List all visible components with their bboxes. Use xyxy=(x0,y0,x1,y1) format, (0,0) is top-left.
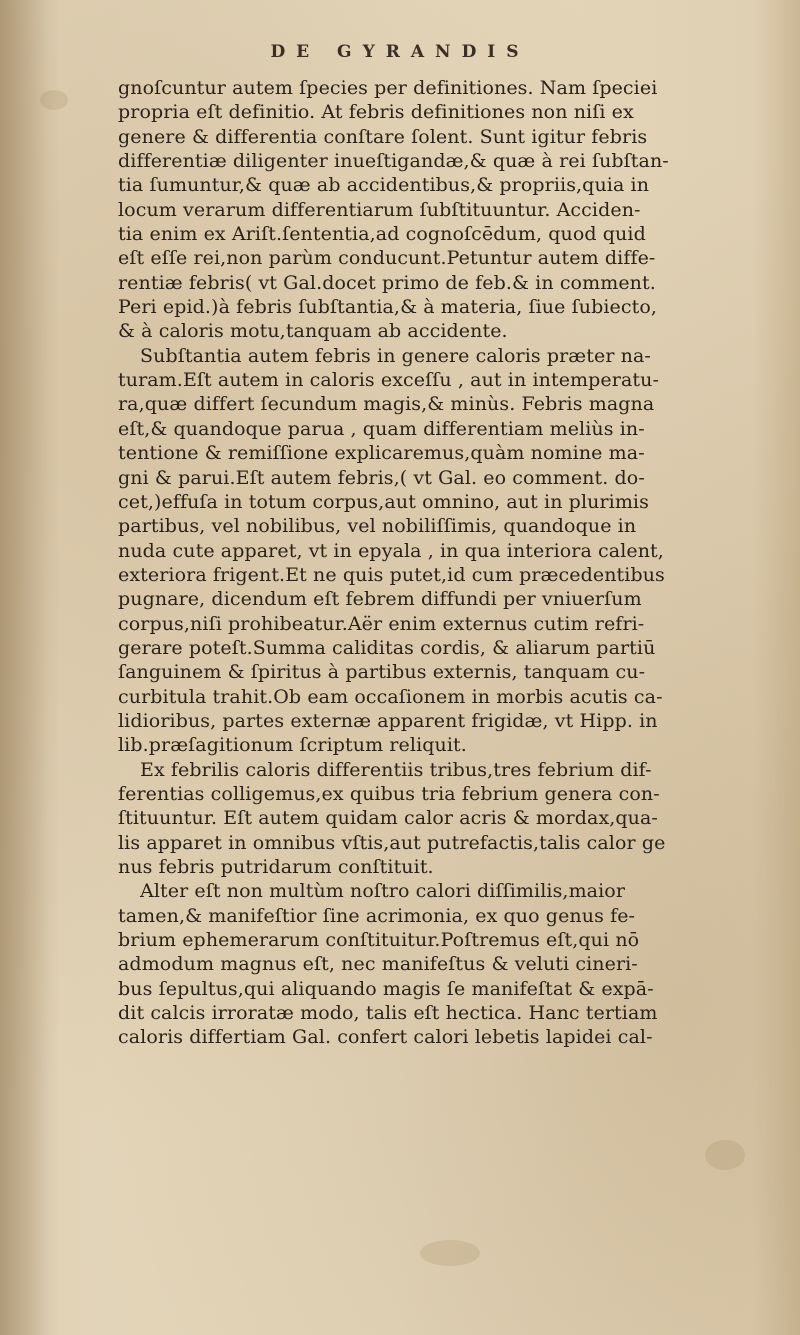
text-line: ra,quæ differt ſecundum magis,& minùs. Febris magna xyxy=(118,393,655,416)
text-line: brium ephemerarum conſtituitur.Poſtremus eſt,qui nō xyxy=(118,929,640,952)
body-text xyxy=(118,76,766,1050)
foxing-stain xyxy=(705,1140,745,1170)
text-line: lidioribus, partes externæ apparent frigidæ, vt Hipp. in xyxy=(118,709,658,732)
text-line: eſt eſſe rei,non parùm conducunt.Petuntur autem diffe- xyxy=(118,247,656,270)
text-line: & à caloris motu,tanquam ab accidente. xyxy=(118,320,508,343)
foxing-stain xyxy=(40,90,68,110)
text-line: rentiæ febris( vt Gal.docet primo de feb.& in comment. xyxy=(118,271,656,294)
text-line: differentiæ diligenter inueſtigandæ,& quæ à rei ſubſtan- xyxy=(118,150,669,173)
text-line: bus ſepultus,qui aliquando magis ſe manifeſtat & expā- xyxy=(118,977,654,1000)
text-line: propria eſt definitio. At febris definitiones non niſi ex xyxy=(118,101,634,124)
text-line: ſtituuntur. Eſt autem quidam calor acris & mordax,qua- xyxy=(118,807,658,830)
text-line: tia enim ex Ariſt.ſententia,ad cognoſcēdum, quod quid xyxy=(118,223,646,246)
text-line: cet,)effuſa in totum corpus,aut omnino, aut in plurimis xyxy=(118,490,649,513)
text-line: nuda cute apparet, vt in epyala , in qua interiora calent, xyxy=(118,539,664,562)
text-line: locum verarum differentiarum ſubſtituuntur. Acciden- xyxy=(118,198,641,221)
text-line: exteriora frigent.Et ne quis putet,id cum præcedentibus xyxy=(118,563,665,586)
text-line: gnoſcuntur autem ſpecies per definitiones. Nam ſpeciei xyxy=(118,77,658,99)
text-line: tentione & remiſſione explicaremus,quàm nomine ma- xyxy=(118,442,645,465)
text-line: eſt,& quandoque parua , quam differentiam meliùs in- xyxy=(118,417,645,440)
text-line: dit calcis irroratæ modo, talis eſt hectica. Hanc tertiam xyxy=(118,1002,658,1025)
text-line: pugnare, dicendum eſt febrem diffundi per vniuerſum xyxy=(118,588,642,611)
text-line: lis apparet in omnibus vſtis,aut putrefactis,talis calor ge xyxy=(118,831,666,854)
text-line: ſanguinem & ſpiritus à partibus externis, tanquam cu- xyxy=(118,661,646,684)
text-line: lib.præſagitionum ſcriptum reliquit. xyxy=(118,734,467,757)
text-line: genere & differentia conſtare ſolent. Sunt igitur febris xyxy=(118,125,648,148)
foxing-stain xyxy=(420,1240,480,1266)
text-line: gerare poteſt.Summa caliditas cordis, & aliarum partiū xyxy=(118,636,656,659)
text-line: partibus, vel nobilibus, vel nobiliſſimis, quandoque in xyxy=(118,515,637,538)
text-line: Ex febrilis caloris differentiis tribus,tres febrium dif- xyxy=(140,758,652,781)
text-line: turam.Eſt autem in caloris exceſſu , aut in intemperatu- xyxy=(118,369,659,392)
text-line: ferentias colligemus,ex quibus tria febrium genera con- xyxy=(118,782,660,805)
text-line: admodum magnus eſt, nec manifeſtus & veluti cineri- xyxy=(118,953,638,976)
text-line: Peri epid.)à febris ſubſtantia,& à materia, ſiue ſubiecto, xyxy=(118,296,658,319)
text-line: gni & parui.Eſt autem febris,( vt Gal. eo comment. do- xyxy=(118,466,645,489)
text-line: tamen,& manifeſtior ſine acrimonia, ex quo genus fe- xyxy=(118,904,636,927)
running-head: DE GYRANDIS xyxy=(270,42,530,62)
text-line: nus febris putridarum conſtituit. xyxy=(118,856,434,878)
text-line: tia ſumuntur,& quæ ab accidentibus,& propriis,quia in xyxy=(118,174,650,197)
text-line: Subſtantia autem febris in genere caloris præter na- xyxy=(140,344,651,367)
text-line: corpus,niſi prohibeatur.Aër enim externus cutim refri- xyxy=(118,612,645,635)
text-line: curbitula trahit.Ob eam occaſionem in morbis acutis ca- xyxy=(118,685,663,708)
text-line: Alter eſt non multùm noſtro calori diſſimilis,maior xyxy=(140,880,626,903)
text-line: caloris differtiam Gal. confert calori lebetis lapidei cal- xyxy=(118,1026,653,1049)
